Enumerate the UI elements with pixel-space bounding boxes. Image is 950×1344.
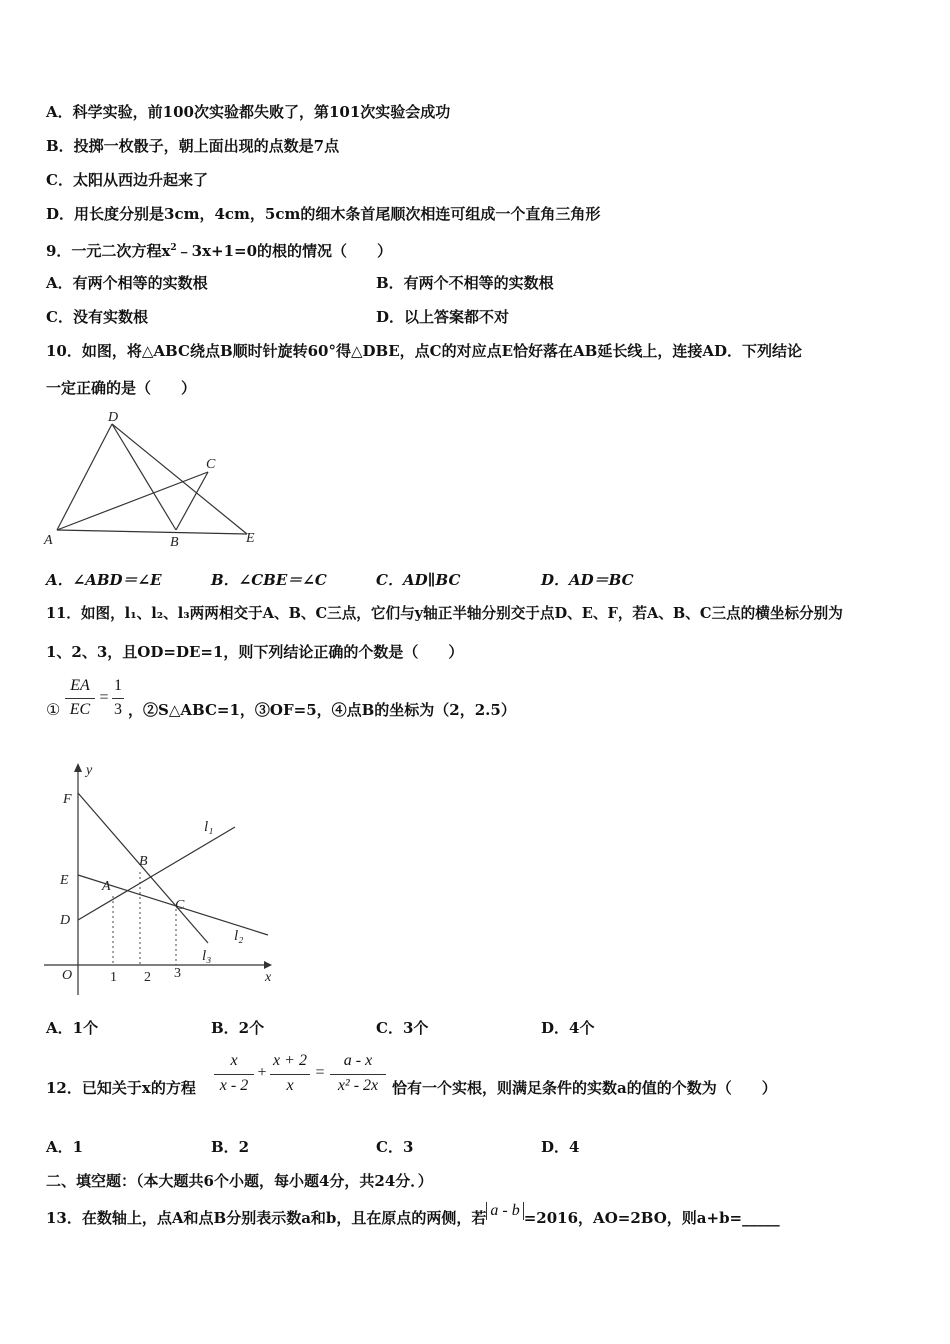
- y-axis-arrow: [74, 763, 82, 772]
- fraction-ec-denominator: EC: [69, 701, 91, 718]
- label-y: y: [86, 763, 93, 778]
- fraction1-denominator: x - 2: [219, 1077, 249, 1094]
- plus-sign: +: [257, 1064, 267, 1081]
- q12-option-b: B．2: [211, 1138, 250, 1156]
- segment-AE: [57, 530, 247, 534]
- absolute-value-expression: a - b: [486, 1202, 523, 1220]
- fraction-bar: [270, 1074, 310, 1075]
- q9-option-b: B．有两个不相等的实数根: [376, 274, 554, 292]
- q9-stem: 9．一元二次方程$x^2﹣3x+1=0$的根的情况（ ）: [46, 242, 393, 260]
- conclusion-1-marker: ①: [46, 700, 61, 719]
- segment-DB: [112, 424, 176, 530]
- fraction2-numerator: x + 2: [273, 1052, 307, 1069]
- segment-AC: [57, 472, 208, 530]
- label-O: O: [62, 968, 73, 983]
- x-axis-arrow: [264, 961, 272, 969]
- label-l1: l₁: [204, 819, 214, 835]
- label-B: B: [170, 535, 179, 550]
- label-A: A: [102, 879, 111, 894]
- label-x: x: [265, 970, 272, 985]
- tick-3: 3: [174, 966, 181, 981]
- fraction-ea-numerator: EA: [70, 677, 90, 694]
- q10-stem-line1: 10．如图，将△ABC绕点B顺时针旋转60°得△DBE，点C的对应点E恰好落在AB延长线上，连接AD．下列结论: [46, 342, 802, 360]
- q10-option-a: A．∠ABD＝∠E: [46, 571, 162, 589]
- q12-stem-prefix: 12．已知关于x的方程: [46, 1079, 196, 1097]
- q9-option-d: D．以上答案都不对: [376, 308, 510, 326]
- tick-1: 1: [110, 970, 117, 985]
- label-F: F: [63, 792, 72, 807]
- q9-option-a: A．有两个相等的实数根: [46, 274, 208, 292]
- section2-heading: 二、填空题：（本大题共6个小题，每小题4分，共24分．）: [46, 1172, 433, 1190]
- fraction-bar: [65, 698, 95, 699]
- q11-option-d: D．4个: [541, 1019, 595, 1037]
- label-D: D: [108, 410, 119, 425]
- q12-option-a: A．1: [46, 1138, 84, 1156]
- label-C: C: [206, 457, 216, 472]
- fraction2-denominator: x: [286, 1077, 294, 1094]
- q12-stem-suffix: 恰有一个实根，则满足条件的实数a的值的个数为（ ）: [392, 1079, 777, 1097]
- segment-DA: [57, 424, 112, 530]
- q10-option-c: C．AD∥BC: [376, 571, 461, 589]
- q12-option-d: D．4: [541, 1138, 580, 1156]
- fraction-bar: [330, 1074, 386, 1075]
- q9-option-c: C．没有实数根: [46, 308, 148, 326]
- q13-stem: 13．在数轴上，点A和点B分别表示数a和b，且在原点的两侧，若 a - b =2016，AO=2BO，则a+b=_____: [46, 1202, 780, 1227]
- fraction3-numerator: a - x: [343, 1052, 373, 1069]
- q8-option-a: A．科学实验，前100次实验都失败了，第101次实验会成功: [46, 103, 451, 121]
- q11-coordinate-figure: [40, 755, 285, 1000]
- q10-option-d: D．AD＝BC: [541, 571, 634, 589]
- tick-2: 2: [144, 970, 151, 985]
- fraction-bar: [112, 698, 124, 699]
- label-E: E: [60, 873, 69, 888]
- fraction1-numerator: x: [230, 1052, 238, 1069]
- fraction-one: 1: [114, 677, 122, 694]
- q8-option-d: D．用长度分别是3cm，4cm，5cm的细木条首尾顺次相连可组成一个直角三角形: [46, 205, 601, 223]
- fraction3-denominator: x² - 2x: [337, 1077, 379, 1094]
- segment-DE: [112, 424, 247, 534]
- q12-option-c: C．3: [376, 1138, 414, 1156]
- conclusions-rest: ，②S△ABC=1，③OF=5，④点B的坐标为（2，2.5）: [128, 701, 516, 719]
- q11-option-a: A．1个: [46, 1019, 99, 1037]
- q10-triangle-figure: [40, 410, 270, 555]
- q11-stem-line2: 1、2、3，且OD=DE=1，则下列结论正确的个数是（ ）: [46, 643, 464, 661]
- fraction-three: 3: [114, 701, 122, 718]
- q8-option-c: C．太阳从西边升起来了: [46, 171, 208, 189]
- label-l2: l₂: [234, 928, 244, 944]
- equals-sign: =: [99, 689, 109, 706]
- label-D: D: [60, 913, 71, 928]
- q10-stem-line2: 一定正确的是（ ）: [46, 379, 197, 397]
- label-A: A: [44, 533, 53, 548]
- line-l1: [78, 827, 235, 920]
- q11-option-c: C．3个: [376, 1019, 429, 1037]
- label-l3: l₃: [202, 948, 212, 964]
- fraction-bar: [214, 1074, 254, 1075]
- label-B: B: [139, 854, 148, 869]
- q10-option-b: B．∠CBE＝∠C: [211, 571, 327, 589]
- q8-option-b: B．投掷一枚骰子，朝上面出现的点数是7点: [46, 137, 340, 155]
- equals-sign: =: [315, 1064, 325, 1081]
- q11-stem-line1: 11．如图，l₁、l₂、l₃两两相交于A、B、C三点，它们与y轴正半轴分别交于点D、E、F，若A、B、C三点的横坐标分别为: [46, 605, 843, 622]
- label-E: E: [246, 531, 255, 546]
- q11-option-b: B．2个: [211, 1019, 265, 1037]
- label-C: C: [175, 898, 185, 913]
